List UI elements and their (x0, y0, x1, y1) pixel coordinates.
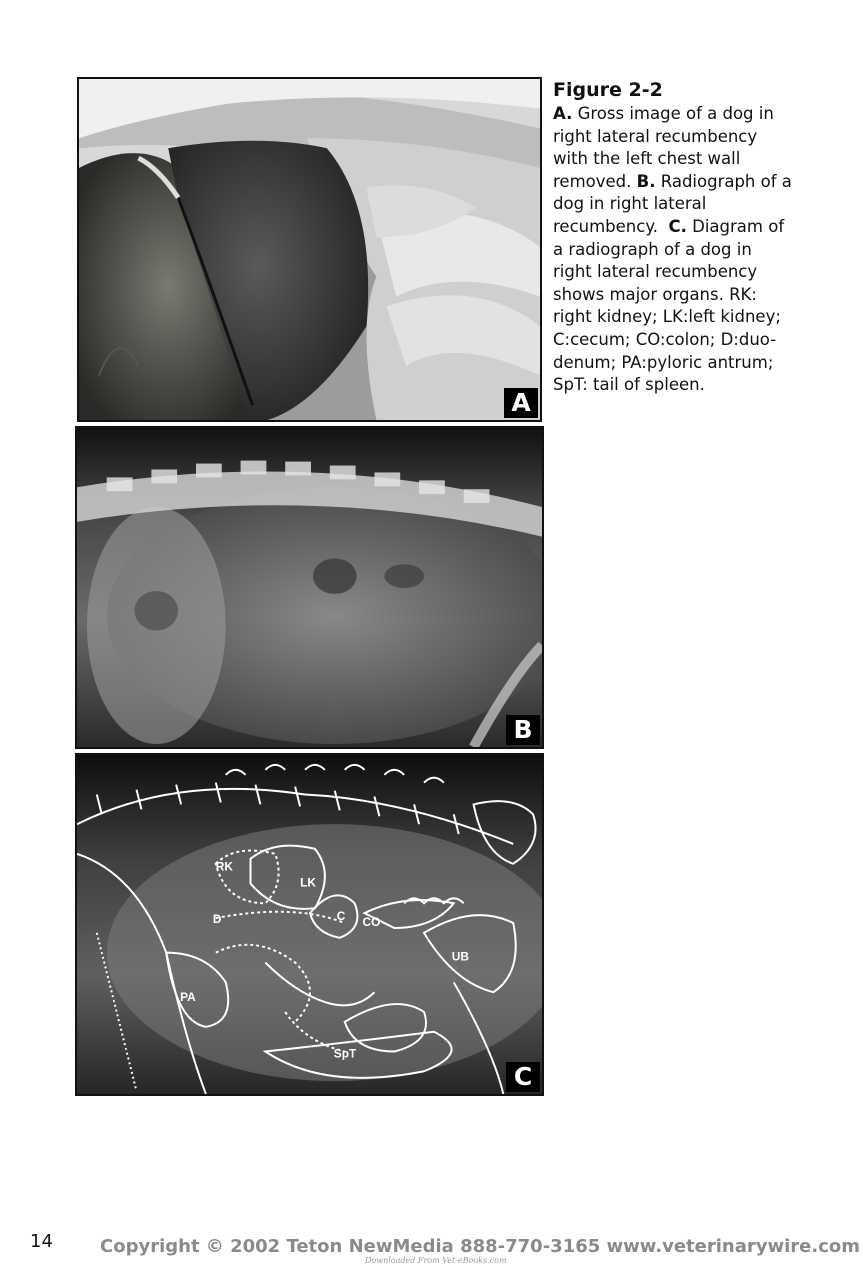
figure-panel-a-gross-image (77, 77, 542, 422)
download-watermark: Downloaded From Vet-eBooks.com (365, 1256, 507, 1265)
panel-letter-c: C (506, 1062, 540, 1092)
page-number: 14 (30, 1231, 53, 1252)
caption-part-b: Radiograph of a dog in right lateral recumbency. (553, 171, 792, 236)
caption-text (553, 103, 793, 397)
panel-letter-a: A (504, 388, 538, 418)
copyright-notice: Copyright © 2002 Teton NewMedia 888-770-3165 www.veterinarywire.com (100, 1236, 860, 1257)
figure-panel-c-diagram (75, 753, 544, 1096)
caption-letter-c: C. (668, 216, 687, 236)
figure-title: Figure 2-2 (553, 79, 663, 101)
panel-letter-b: B (506, 715, 540, 745)
caption-part-c: Diagram of a radiograph of a dog in right lateral recumbency shows major organs. RK: right kidney; LK:left kidney; C:cecum; CO:colon; D:duo-denum; PA:pyloric antrum; SpT: tail of spleen. (553, 216, 785, 395)
caption-part-a: Gross image of a dog in right lateral recumbency with the left chest wall removed. (553, 104, 774, 191)
organ-label-ub: UB (451, 949, 469, 964)
radiograph-image (77, 428, 542, 747)
organ-label-spt: SpT (333, 1046, 357, 1061)
figure-caption (553, 78, 793, 397)
organ-label-d: D (212, 912, 222, 927)
annotated-radiograph-diagram (77, 755, 542, 1094)
figure-panel-b-radiograph (75, 426, 544, 749)
organ-label-co: CO (362, 914, 381, 929)
caption-letter-b: B. (636, 171, 656, 191)
organ-label-lk: LK (300, 875, 316, 890)
organ-label-c: C (336, 909, 346, 924)
organ-label-rk: RK (215, 859, 233, 874)
organ-label-pa: PA (180, 990, 196, 1005)
caption-letter-a: A. (553, 104, 573, 123)
gross-specimen-photo (79, 79, 540, 420)
